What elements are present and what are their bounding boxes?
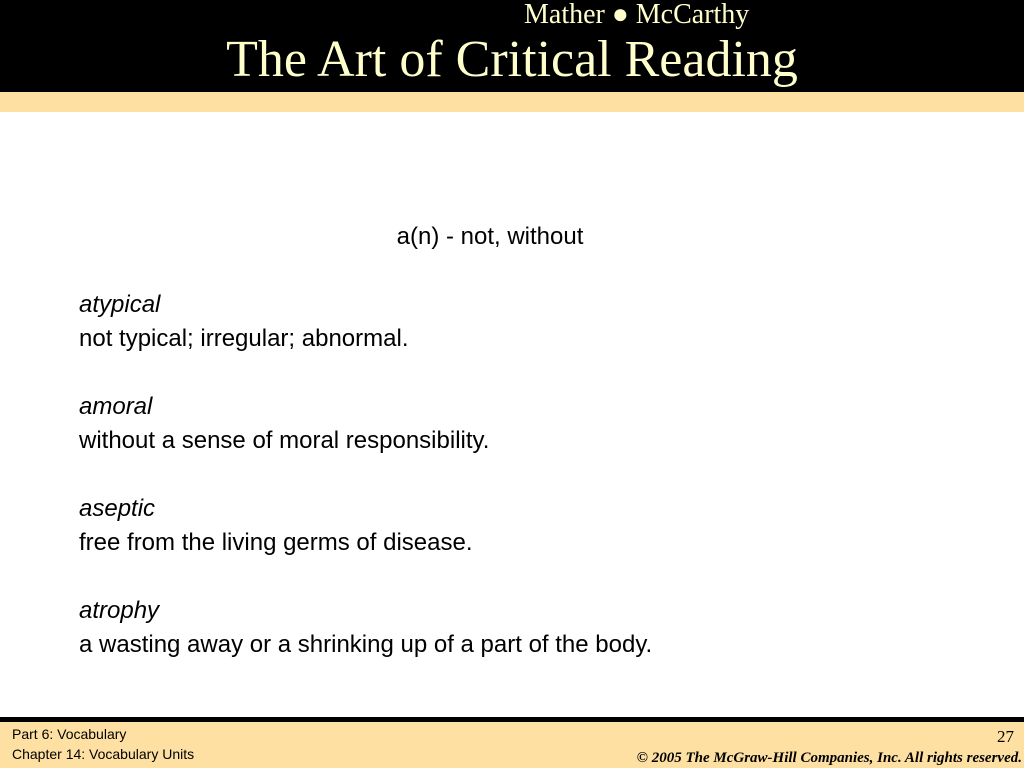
author-byline: Mather ● McCarthy	[524, 0, 750, 30]
vocabulary-entry	[79, 288, 979, 356]
vocabulary-term: aseptic	[79, 495, 156, 522]
prefix-heading: a(n) - not, without	[396, 223, 584, 250]
vocabulary-term: atypical	[79, 291, 161, 318]
footer-part-label: Part 6: Vocabulary	[12, 726, 127, 742]
vocabulary-definition: a wasting away or a shrinking up of a part of the body.	[79, 631, 653, 658]
vocabulary-entry	[79, 492, 979, 560]
vocabulary-definition: not typical; irregular; abnormal.	[79, 325, 409, 352]
vocabulary-term: atrophy	[79, 597, 160, 624]
footer	[0, 722, 1024, 768]
vocabulary-definition: without a sense of moral responsibility.	[79, 427, 490, 454]
footer-section-labels	[12, 724, 194, 764]
footer-chapter-label: Chapter 14: Vocabulary Units	[12, 746, 195, 762]
slide-title: The Art of Critical Reading	[226, 31, 798, 88]
vocabulary-entry	[79, 390, 979, 458]
vocabulary-term: amoral	[79, 393, 153, 420]
vocabulary-entry	[79, 594, 979, 662]
vocabulary-definition: free from the living germs of disease.	[79, 529, 473, 556]
copyright-notice: © 2005 The McGraw-Hill Companies, Inc. All rights reserved.	[636, 750, 1022, 766]
page-number: 27	[997, 727, 1014, 746]
